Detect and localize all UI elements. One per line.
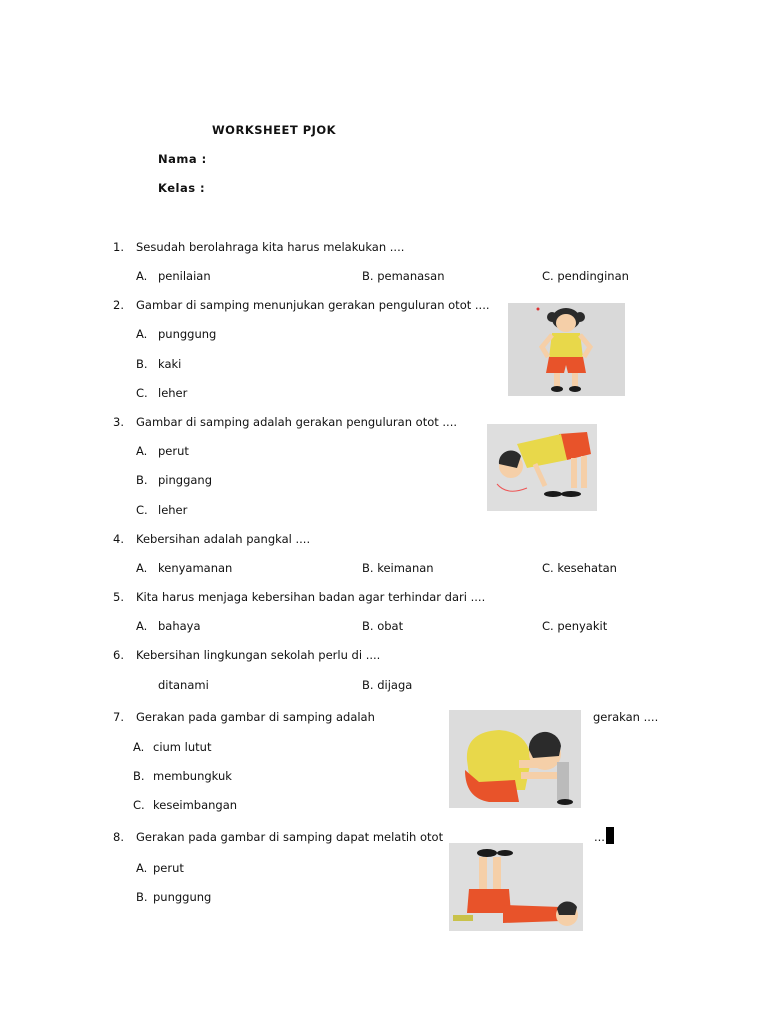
question-1-number: 1. xyxy=(113,240,124,254)
question-4-text: Kebersihan adalah pangkal .... xyxy=(136,532,311,546)
option-text: ditanami xyxy=(158,678,209,692)
question-3-number: 3. xyxy=(113,415,124,429)
option-letter: A. xyxy=(136,561,148,575)
option-letter: B. xyxy=(133,769,145,783)
worksheet-title: WORKSHEET PJOK xyxy=(212,123,337,137)
option-text: pinggang xyxy=(158,473,213,487)
option-text: bahaya xyxy=(158,619,201,633)
option-text: membungkuk xyxy=(153,769,232,783)
option-letter: B. xyxy=(136,357,148,371)
option-text: B. pemanasan xyxy=(362,269,445,283)
option-text: C. kesehatan xyxy=(542,561,617,575)
legs-raised-illustration xyxy=(449,843,583,931)
knee-kiss-illustration xyxy=(449,710,581,808)
option-text: B. dijaga xyxy=(362,678,413,692)
option-text: kaki xyxy=(158,357,182,371)
question-8-text: Gerakan pada gambar di samping dapat melatih otot xyxy=(136,830,444,844)
option-letter: A. xyxy=(136,444,148,458)
option-text: B. obat xyxy=(362,619,404,633)
option-letter: A. xyxy=(136,619,148,633)
question-4-number: 4. xyxy=(113,532,124,546)
option-text: B. keimanan xyxy=(362,561,434,575)
question-1-text: Sesudah berolahraga kita harus melakukan .... xyxy=(136,240,405,254)
option-letter: A. xyxy=(136,269,148,283)
option-letter: C. xyxy=(136,386,148,400)
option-text: C. penyakit xyxy=(542,619,608,633)
question-3-text: Gambar di samping adalah gerakan penguluran otot .... xyxy=(136,415,458,429)
option-text: punggung xyxy=(158,327,217,341)
option-text: cium lutut xyxy=(153,740,212,754)
question-7-text-end: gerakan .... xyxy=(593,710,659,724)
text-cursor xyxy=(606,827,614,844)
question-6-number: 6. xyxy=(113,648,124,662)
option-text: keseimbangan xyxy=(153,798,238,812)
option-text: leher xyxy=(158,503,188,517)
option-text: penilaian xyxy=(158,269,211,283)
question-7-text: Gerakan pada gambar di samping adalah xyxy=(136,710,375,724)
question-5-number: 5. xyxy=(113,590,124,604)
option-letter: C. xyxy=(133,798,145,812)
question-2-text: Gambar di samping menunjukan gerakan penguluran otot .... xyxy=(136,298,490,312)
question-2-number: 2. xyxy=(113,298,124,312)
option-letter: B. xyxy=(136,473,148,487)
option-text: leher xyxy=(158,386,188,400)
option-letter: A. xyxy=(136,327,148,341)
question-6-text: Kebersihan lingkungan sekolah perlu di .... xyxy=(136,648,381,662)
option-text: perut xyxy=(153,861,184,875)
question-7-number: 7. xyxy=(113,710,124,724)
neck-stretch-illustration xyxy=(508,303,625,396)
nama-label: Nama : xyxy=(158,152,207,166)
option-text: C. pendinginan xyxy=(542,269,629,283)
option-letter: B. xyxy=(136,890,148,904)
option-text: kenyamanan xyxy=(158,561,233,575)
option-letter: A. xyxy=(133,740,145,754)
option-letter: A. xyxy=(136,861,148,875)
option-letter: C. xyxy=(136,503,148,517)
question-5-text: Kita harus menjaga kebersihan badan agar terhindar dari .... xyxy=(136,590,486,604)
question-8-text-end: ... xyxy=(594,830,605,844)
option-text: perut xyxy=(158,444,189,458)
waist-stretch-illustration xyxy=(487,424,597,511)
kelas-label: Kelas : xyxy=(158,181,206,195)
question-8-number: 8. xyxy=(113,830,124,844)
option-text: punggung xyxy=(153,890,212,904)
